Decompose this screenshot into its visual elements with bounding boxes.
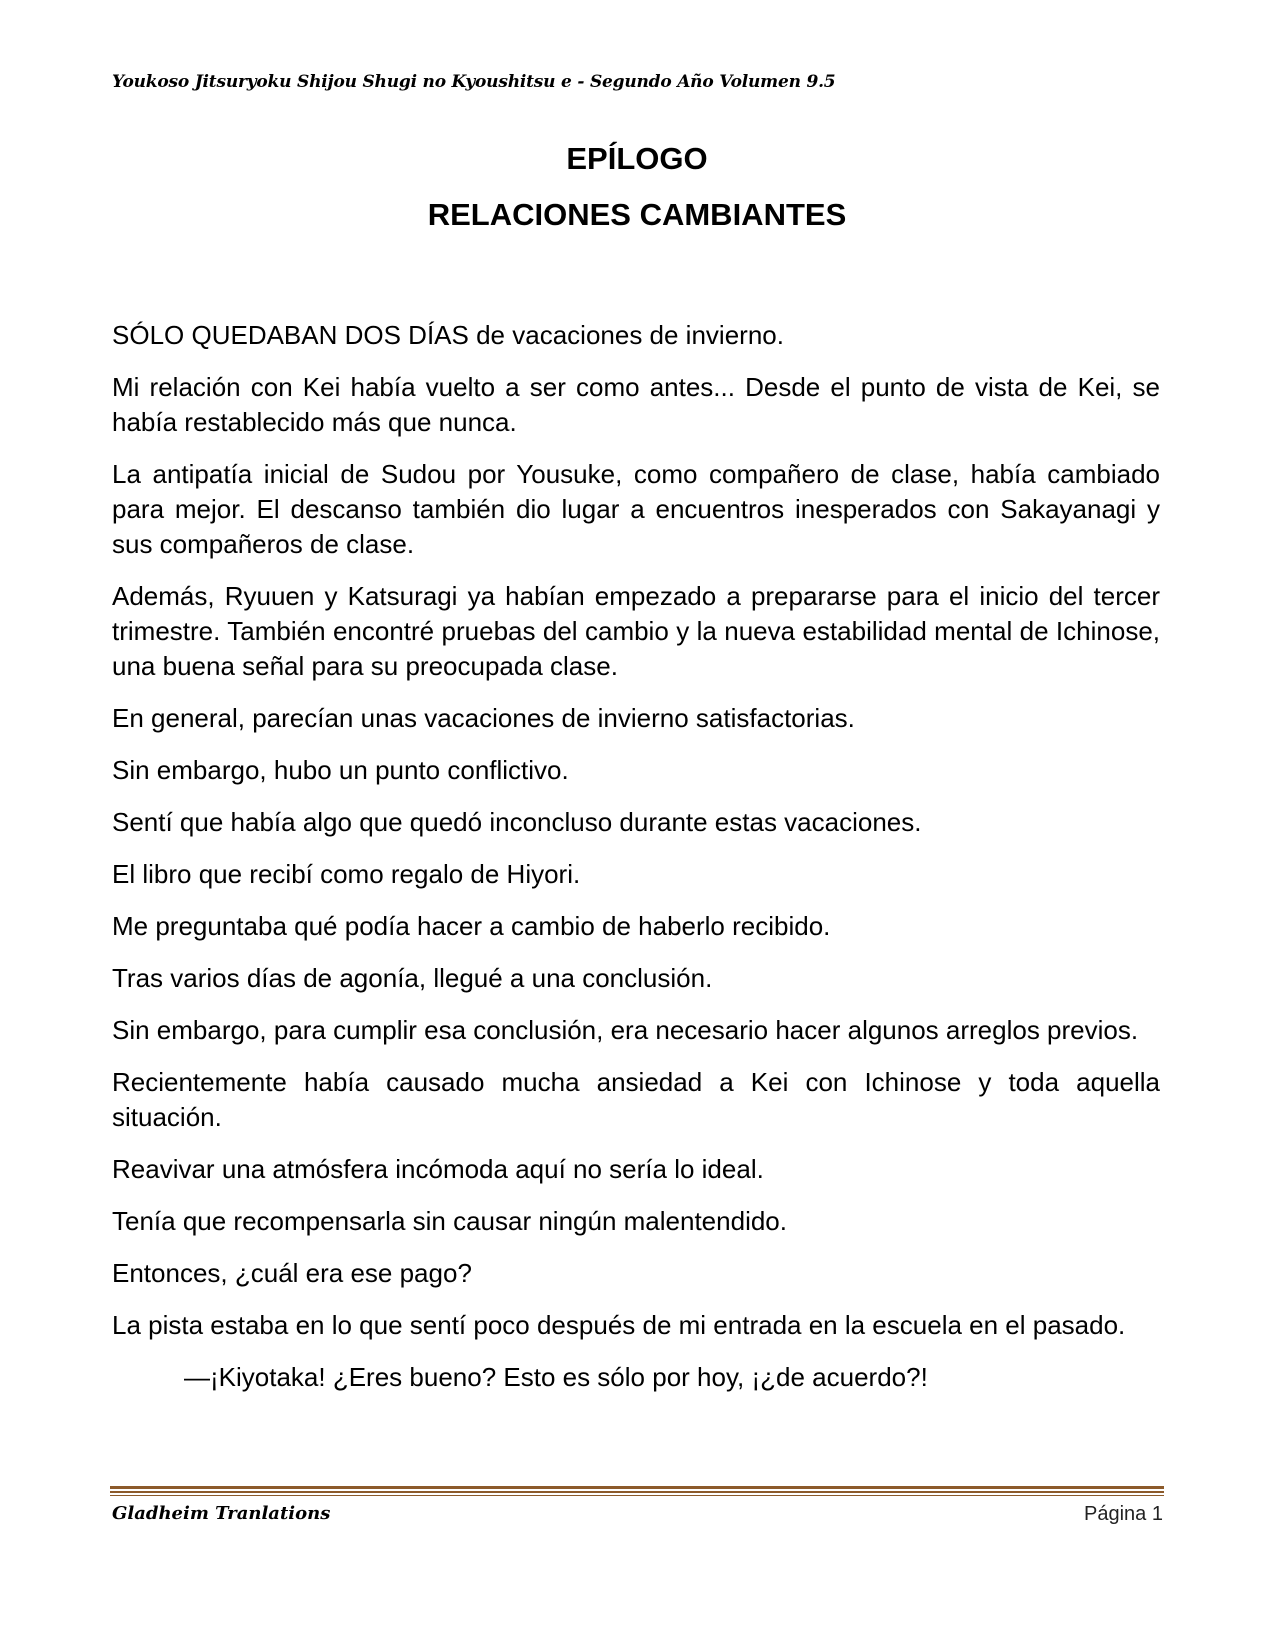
footer-rule-thin <box>110 1495 1164 1496</box>
paragraph: Además, Ryuuen y Katsuragi ya habían empezado a prepararse para el inicio del tercer trimestre. También encontré pruebas del cambio y la nueva estabilidad mental de Ichinose, una buena señal para su preocupada clase. <box>112 581 1160 681</box>
paragraph: Tenía que recompensarla sin causar ningún malentendido. <box>112 1206 787 1236</box>
paragraph: En general, parecían unas vacaciones de invierno satisfactorias. <box>112 703 855 733</box>
footer-rule-medium <box>110 1491 1164 1493</box>
chapter-titles <box>112 141 1162 233</box>
running-header: Youkoso Jitsuryoku Shijou Shugi no Kyoushitsu e - Segundo Año Volumen 9.5 <box>112 72 836 92</box>
paragraph: Tras varios días de agonía, llegué a una conclusión. <box>112 963 713 993</box>
paragraph: La pista estaba en lo que sentí poco después de mi entrada en la escuela en el pasado. <box>112 1310 1126 1340</box>
paragraph: Reavivar una atmósfera incómoda aquí no sería lo ideal. <box>112 1154 764 1184</box>
paragraph-lead: SÓLO QUEDABAN DOS DÍAS <box>112 320 469 350</box>
paragraph: El libro que recibí como regalo de Hiyori. <box>112 859 581 889</box>
page-label: Página <box>1084 1503 1147 1525</box>
paragraph: Mi relación con Kei había vuelto a ser como antes... Desde el punto de vista de Kei, se había restablecido más que nunca. <box>112 372 1160 437</box>
page-number-label <box>1084 1502 1163 1526</box>
paragraph: Entonces, ¿cuál era ese pago? <box>112 1258 472 1288</box>
paragraph: Recientemente había causado mucha ansiedad a Kei con Ichinose y toda aquella situación. <box>112 1067 1160 1132</box>
chapter-subtitle: RELACIONES CAMBIANTES <box>427 197 847 232</box>
paragraph: La antipatía inicial de Sudou por Yousuke, como compañero de clase, había cambiado para mejor. El descanso también dio lugar a encuentros inesperados con Sakayanagi y sus compañeros de clase. <box>112 459 1160 559</box>
page-number: 1 <box>1151 1503 1163 1525</box>
footer-rule-thick <box>110 1486 1164 1489</box>
paragraph: Sin embargo, para cumplir esa conclusión, era necesario hacer algunos arreglos previos. <box>112 1015 1139 1045</box>
chapter-title: EPÍLOGO <box>566 141 708 176</box>
paragraph-rest: de vacaciones de invierno. <box>468 320 784 350</box>
paragraph: Sin embargo, hubo un punto conflictivo. <box>112 755 569 785</box>
footer-publisher: Gladheim Tranlations <box>112 1503 331 1524</box>
body-text <box>112 318 1160 1412</box>
paragraph: Me preguntaba qué podía hacer a cambio de haberlo recibido. <box>112 911 831 941</box>
paragraph <box>112 318 1160 353</box>
paragraph: Sentí que había algo que quedó inconcluso durante estas vacaciones. <box>112 807 922 837</box>
dialogue-line: —¡Kiyotaka! ¿Eres bueno? Esto es sólo por hoy, ¡¿de acuerdo?! <box>184 1362 928 1392</box>
